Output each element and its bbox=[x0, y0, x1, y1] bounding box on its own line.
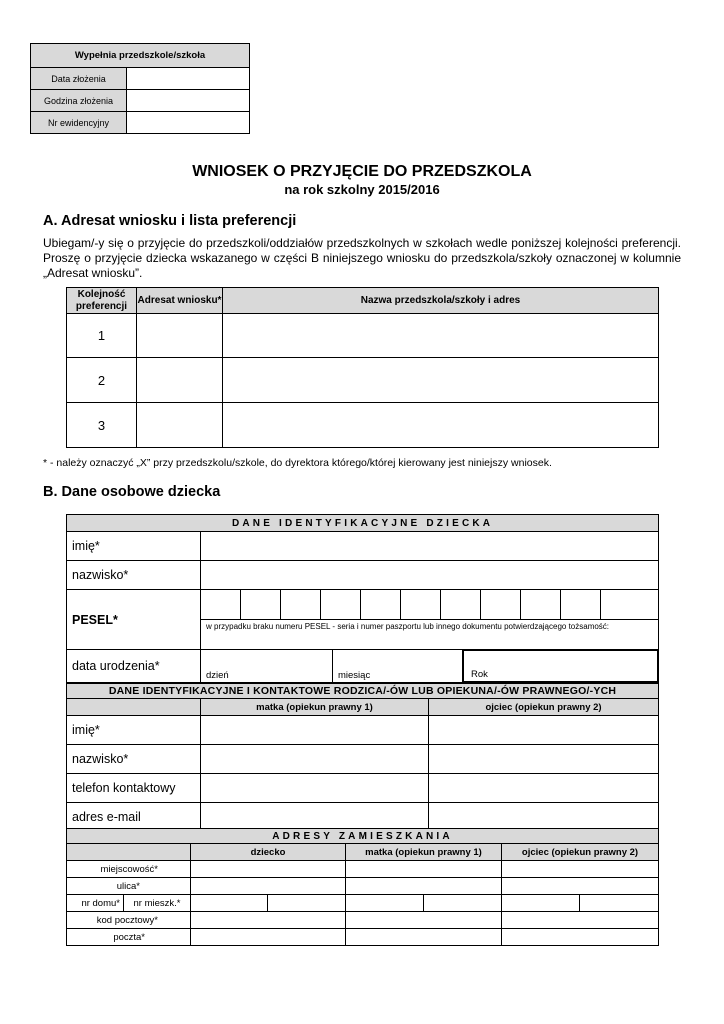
child-last-name-field[interactable] bbox=[201, 561, 659, 590]
pesel-digit[interactable] bbox=[361, 590, 401, 620]
city-label: miejscowość* bbox=[67, 861, 191, 878]
mother-house-number-field[interactable] bbox=[346, 895, 424, 912]
child-postal-code-field[interactable] bbox=[191, 912, 346, 929]
birth-day-field[interactable] bbox=[201, 650, 333, 682]
col-addressee-header: Adresat wniosku* bbox=[137, 288, 223, 314]
record-number-label: Nr ewidencyjny bbox=[31, 112, 127, 134]
preference-table bbox=[66, 287, 659, 448]
section-a-footnote: * - należy oznaczyć „X” przy przedszkolu/szkole, do dyrektora którego/której kierowany jest niniejszy wniosek. bbox=[43, 457, 552, 469]
addressee-cell-3[interactable] bbox=[137, 403, 223, 448]
pesel-digit[interactable] bbox=[321, 590, 361, 620]
parent-email-label: adres e-mail bbox=[67, 803, 201, 832]
col-order-header: Kolejność preferencji bbox=[67, 288, 137, 314]
flat-number-label: nr mieszk.* bbox=[124, 895, 191, 912]
school-box-header: Wypełnia przedszkole/szkoła bbox=[31, 44, 250, 68]
pesel-digit[interactable] bbox=[481, 590, 521, 620]
birth-date-label: data urodzenia* bbox=[67, 650, 201, 683]
child-first-name-label: imię* bbox=[67, 532, 201, 561]
school-year: na rok szkolny 2015/2016 bbox=[284, 182, 440, 197]
father-flat-number-field[interactable] bbox=[580, 895, 659, 912]
section-a-paragraph: Ubiegam/-y się o przyjęcie do przedszkoli/oddziałów przedszkolnych w szkołach wedle poniższej kolejności preferencji. Proszę o przyjęcie dziecka wskazanego w części B niniejszego wniosku do przedszkola/szkoły oznaczonej w kolumnie „Adresat wniosku”. bbox=[43, 236, 681, 280]
birth-month-field[interactable] bbox=[333, 650, 463, 682]
father-city-field[interactable] bbox=[502, 861, 659, 878]
birth-month-label: miesiąc bbox=[338, 670, 371, 681]
birth-year-label: Rok bbox=[471, 669, 488, 680]
father-house-number-field[interactable] bbox=[502, 895, 580, 912]
submission-date-label: Data złożenia bbox=[31, 68, 127, 90]
mother-post-office-field[interactable] bbox=[346, 929, 502, 946]
father-last-name-field[interactable] bbox=[429, 745, 659, 774]
mother-last-name-field[interactable] bbox=[201, 745, 429, 774]
mother-column-header: matka (opiekun prawny 1) bbox=[201, 699, 429, 716]
post-office-label: poczta* bbox=[67, 929, 191, 946]
addressee-cell-2[interactable] bbox=[137, 358, 223, 403]
house-number-label: nr domu* bbox=[67, 895, 124, 912]
addressee-cell-1[interactable] bbox=[137, 314, 223, 358]
child-post-office-field[interactable] bbox=[191, 929, 346, 946]
pesel-digit[interactable] bbox=[281, 590, 321, 620]
parent-phone-label: telefon kontaktowy bbox=[67, 774, 201, 803]
mother-first-name-field[interactable] bbox=[201, 716, 429, 745]
col-school-name-header: Nazwa przedszkola/szkoły i adres bbox=[223, 288, 659, 314]
mother-postal-code-field[interactable] bbox=[346, 912, 502, 929]
preference-number: 3 bbox=[67, 403, 137, 448]
father-post-office-field[interactable] bbox=[502, 929, 659, 946]
submission-time-label: Godzina złożenia bbox=[31, 90, 127, 112]
postal-code-label: kod pocztowy* bbox=[67, 912, 191, 929]
child-flat-number-field[interactable] bbox=[268, 895, 346, 912]
pesel-digit[interactable] bbox=[521, 590, 561, 620]
parents-table bbox=[66, 683, 659, 832]
address-mother-header: matka (opiekun prawny 1) bbox=[346, 844, 502, 861]
father-postal-code-field[interactable] bbox=[502, 912, 659, 929]
pesel-alternative-note: w przypadku braku numeru PESEL - seria i numer paszportu lub innego dokumentu potwierdzającego tożsamość: bbox=[206, 622, 610, 631]
record-number-field[interactable] bbox=[127, 112, 250, 134]
mother-city-field[interactable] bbox=[346, 861, 502, 878]
section-b-heading: B. Dane osobowe dziecka bbox=[43, 484, 221, 500]
birth-year-field[interactable] bbox=[462, 649, 659, 683]
addresses-header: ADRESY ZAMIESZKANIA bbox=[67, 829, 659, 844]
pesel-digit[interactable] bbox=[441, 590, 481, 620]
submission-time-field[interactable] bbox=[127, 90, 250, 112]
section-a-heading: A. Adresat wniosku i lista preferencji bbox=[43, 213, 297, 229]
father-first-name-field[interactable] bbox=[429, 716, 659, 745]
school-box bbox=[30, 43, 250, 134]
page-title: WNIOSEK O PRZYJĘCIE DO PRZEDSZKOLA bbox=[192, 163, 532, 180]
parents-header: DANE IDENTYFIKACYJNE I KONTAKTOWE RODZICA/-ÓW LUB OPIEKUNA/-ÓW PRAWNEGO/-YCH bbox=[67, 684, 659, 699]
school-name-cell-2[interactable] bbox=[223, 358, 659, 403]
school-name-cell-1[interactable] bbox=[223, 314, 659, 358]
pesel-digit[interactable] bbox=[241, 590, 281, 620]
address-child-header: dziecko bbox=[191, 844, 346, 861]
pesel-alternative-field[interactable] bbox=[201, 620, 659, 650]
addresses-table bbox=[66, 828, 659, 946]
father-street-field[interactable] bbox=[502, 878, 659, 895]
child-house-number-field[interactable] bbox=[191, 895, 268, 912]
mother-phone-field[interactable] bbox=[201, 774, 429, 803]
pesel-digit[interactable] bbox=[561, 590, 601, 620]
child-last-name-label: nazwisko* bbox=[67, 561, 201, 590]
pesel-digit[interactable] bbox=[201, 590, 241, 620]
preference-number: 2 bbox=[67, 358, 137, 403]
child-data-table bbox=[66, 514, 659, 683]
pesel-label: PESEL* bbox=[67, 590, 201, 650]
submission-date-field[interactable] bbox=[127, 68, 250, 90]
birth-day-label: dzień bbox=[206, 670, 229, 681]
pesel-digit[interactable] bbox=[401, 590, 441, 620]
child-data-header: DANE IDENTYFIKACYJNE DZIECKA bbox=[67, 515, 659, 532]
address-father-header: ojciec (opiekun prawny 2) bbox=[502, 844, 659, 861]
child-first-name-field[interactable] bbox=[201, 532, 659, 561]
pesel-digit[interactable] bbox=[601, 590, 659, 620]
parent-first-name-label: imię* bbox=[67, 716, 201, 745]
child-street-field[interactable] bbox=[191, 878, 346, 895]
child-city-field[interactable] bbox=[191, 861, 346, 878]
parent-last-name-label: nazwisko* bbox=[67, 745, 201, 774]
father-column-header: ojciec (opiekun prawny 2) bbox=[429, 699, 659, 716]
mother-flat-number-field[interactable] bbox=[424, 895, 502, 912]
mother-street-field[interactable] bbox=[346, 878, 502, 895]
school-name-cell-3[interactable] bbox=[223, 403, 659, 448]
father-phone-field[interactable] bbox=[429, 774, 659, 803]
street-label: ulica* bbox=[67, 878, 191, 895]
preference-number: 1 bbox=[67, 314, 137, 358]
